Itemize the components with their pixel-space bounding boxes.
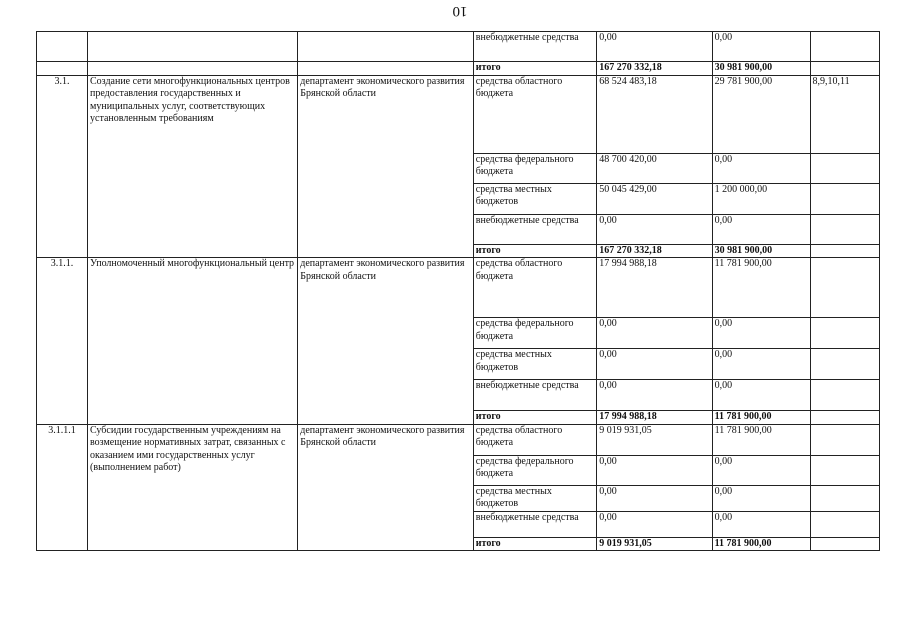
value-cell: 0,00 (712, 214, 810, 244)
indicator-cell: 8,9,10,11 (810, 75, 879, 153)
source-cell: средства местных бюджетов (473, 349, 596, 380)
value-cell: 0,00 (712, 511, 810, 537)
source-cell: средства федерального бюджета (473, 455, 596, 485)
total-value: 11 781 900,00 (712, 411, 810, 425)
total-value: 9 019 931,05 (597, 537, 712, 551)
value-cell: 0,00 (712, 485, 810, 511)
total-label: итого (473, 244, 596, 258)
total-value: 167 270 332,18 (597, 244, 712, 258)
source-cell: внебюджетные средства (473, 380, 596, 411)
value-cell: 0,00 (597, 318, 712, 349)
total-value: 17 994 988,18 (597, 411, 712, 425)
table-row (37, 32, 880, 62)
indicator-cell (810, 380, 879, 411)
budget-table (36, 31, 880, 551)
value-cell: 0,00 (712, 153, 810, 183)
source-cell: средства местных бюджетов (473, 183, 596, 214)
value-cell: 0,00 (597, 380, 712, 411)
item-executor: департамент экономического развития Брянской области (298, 258, 474, 425)
value-cell: 68 524 483,18 (597, 75, 712, 153)
item-number: 3.1. (37, 75, 88, 258)
value-cell: 0,00 (712, 455, 810, 485)
item-name: Субсидии государственным учреждениям на возмещение нормативных затрат, связанных с оказанием ими государственных услуг (выполнением работ) (88, 424, 298, 551)
value-cell: 9 019 931,05 (597, 424, 712, 455)
total-label: итого (473, 537, 596, 551)
item-executor: департамент экономического развития Брянской области (298, 424, 474, 551)
value-cell: 0,00 (597, 511, 712, 537)
num-cell (37, 62, 88, 76)
table-row (37, 424, 880, 455)
table-row (37, 62, 880, 76)
total-value: 167 270 332,18 (597, 62, 712, 76)
indicator-cell (810, 244, 879, 258)
value-cell: 0,00 (597, 485, 712, 511)
indicator-cell (810, 455, 879, 485)
indicator-cell (810, 424, 879, 455)
page-number: 10 (452, 3, 468, 19)
indicator-cell (810, 537, 879, 551)
item-number: 3.1.1. (37, 258, 88, 425)
source-cell: внебюджетные средства (473, 32, 596, 62)
executor-cell (298, 32, 474, 62)
total-value: 11 781 900,00 (712, 537, 810, 551)
total-value: 30 981 900,00 (712, 62, 810, 76)
name-cell (88, 62, 298, 76)
value-cell: 0,00 (597, 32, 712, 62)
num-cell (37, 32, 88, 62)
item-executor: департамент экономического развития Брянской области (298, 75, 474, 258)
name-cell (88, 32, 298, 62)
item-name: Создание сети многофункциональных центров предоставления государственных и муниципальных услуг, соответствующих установленным требованиям (88, 75, 298, 258)
value-cell: 1 200 000,00 (712, 183, 810, 214)
item-name: Уполномоченный многофункциональный центр (88, 258, 298, 425)
executor-cell (298, 62, 474, 76)
source-cell: средства местных бюджетов (473, 485, 596, 511)
indicator-cell (810, 318, 879, 349)
indicator-cell (810, 349, 879, 380)
source-cell: средства областного бюджета (473, 424, 596, 455)
value-cell: 0,00 (712, 32, 810, 62)
value-cell: 0,00 (597, 455, 712, 485)
item-number: 3.1.1.1 (37, 424, 88, 551)
indicator-cell (810, 511, 879, 537)
total-label: итого (473, 411, 596, 425)
value-cell: 0,00 (597, 214, 712, 244)
value-cell: 48 700 420,00 (597, 153, 712, 183)
indicator-cell (810, 32, 879, 62)
total-value: 30 981 900,00 (712, 244, 810, 258)
indicator-cell (810, 485, 879, 511)
source-cell: внебюджетные средства (473, 511, 596, 537)
table-row (37, 258, 880, 318)
indicator-cell (810, 214, 879, 244)
source-cell: средства областного бюджета (473, 75, 596, 153)
value-cell: 29 781 900,00 (712, 75, 810, 153)
source-cell: средства федерального бюджета (473, 318, 596, 349)
source-cell: средства федерального бюджета (473, 153, 596, 183)
indicator-cell (810, 153, 879, 183)
indicator-cell (810, 62, 879, 76)
source-cell: внебюджетные средства (473, 214, 596, 244)
value-cell: 11 781 900,00 (712, 424, 810, 455)
value-cell: 0,00 (712, 380, 810, 411)
source-cell: средства областного бюджета (473, 258, 596, 318)
value-cell: 50 045 429,00 (597, 183, 712, 214)
value-cell: 11 781 900,00 (712, 258, 810, 318)
value-cell: 0,00 (597, 349, 712, 380)
indicator-cell (810, 183, 879, 214)
table-row (37, 75, 880, 153)
indicator-cell (810, 411, 879, 425)
value-cell: 0,00 (712, 349, 810, 380)
total-label: итого (473, 62, 596, 76)
value-cell: 0,00 (712, 318, 810, 349)
value-cell: 17 994 988,18 (597, 258, 712, 318)
indicator-cell (810, 258, 879, 318)
